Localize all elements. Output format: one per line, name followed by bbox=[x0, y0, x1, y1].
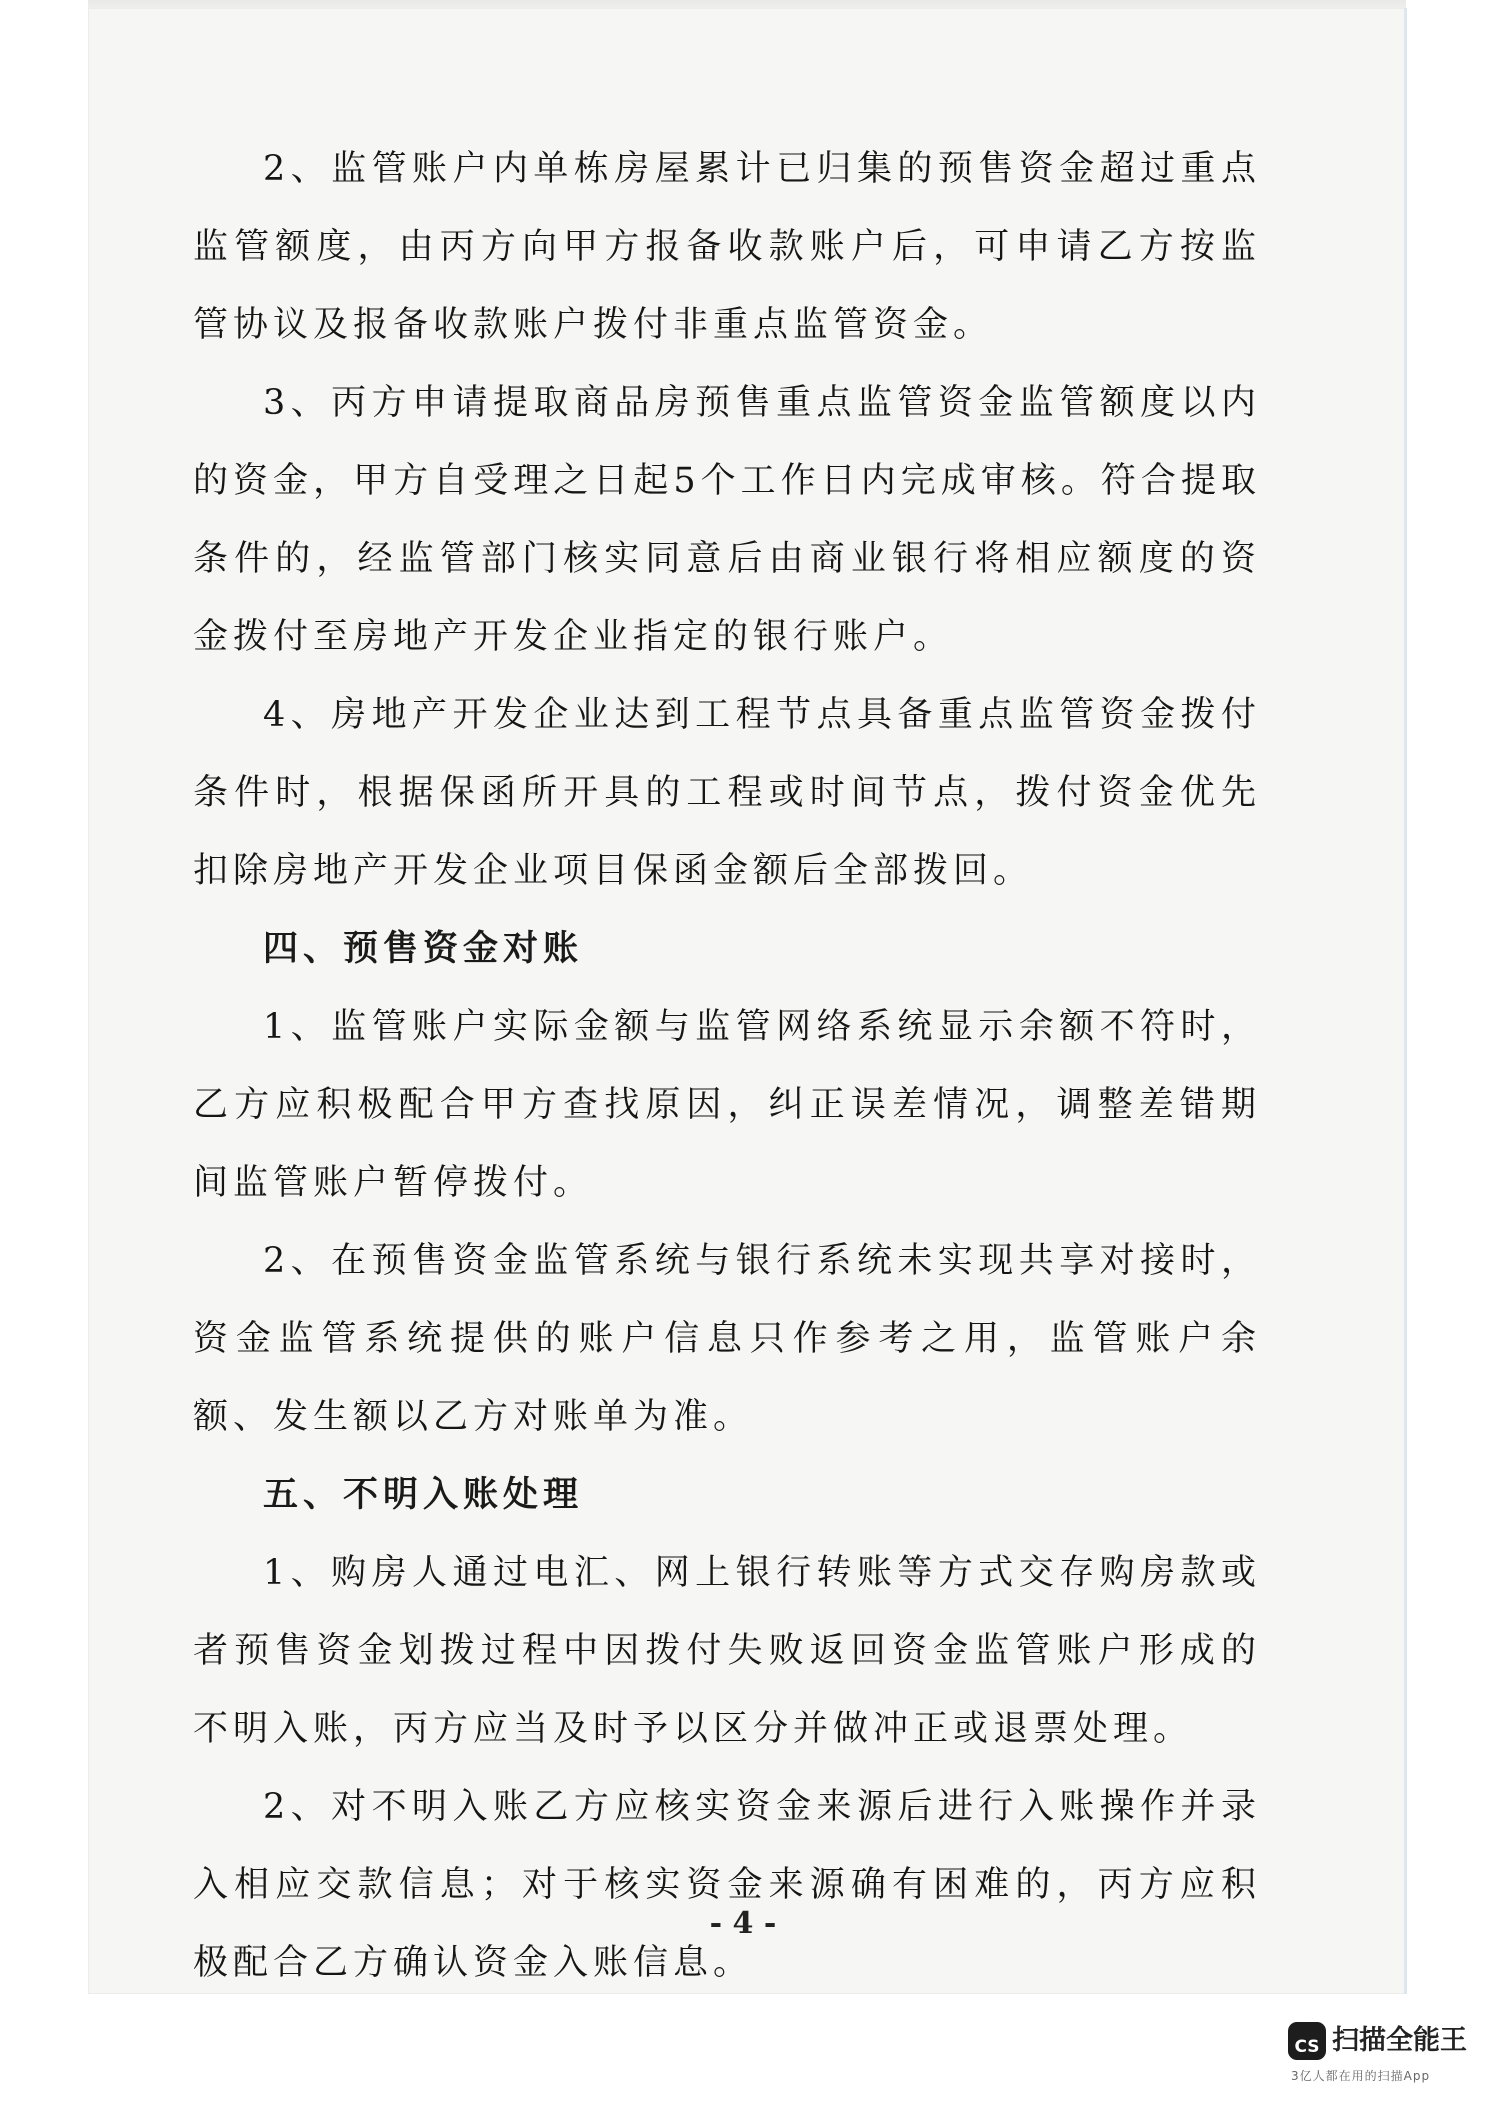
paragraph-item-3: 3、丙方申请提取商品房预售重点监管资金监管额度以内的资金，甲方自受理之日起5个工作日内完成审核。符合提取条件的，经监管部门核实同意后由商业银行将相应额度的资金拨付至房地产开发企业指定的银行账户。 bbox=[193, 383, 1261, 657]
reconciliation-paragraph-2: 2、在预售资金监管系统与银行系统未实现共享对接时，资金监管系统提供的账户信息只作参考之用，监管账户余额、发生额以乙方对账单为准。 bbox=[193, 1241, 1261, 1437]
page-number: - 4 - bbox=[709, 1906, 777, 1941]
reconciliation-paragraph-1: 1、监管账户实际金额与监管网络系统显示余额不符时，乙方应积极配合甲方查找原因，纠正误差情况，调整差错期间监管账户暂停拨付。 bbox=[193, 1007, 1261, 1203]
watermark-subtitle: 3亿人都在用的扫描App bbox=[1291, 2069, 1431, 2083]
paragraph-item-4: 4、房地产开发企业达到工程节点具备重点监管资金拨付条件时，根据保函所开具的工程或时间节点，拨付资金优先扣除房地产开发企业项目保函金额后全部拨回。 bbox=[193, 695, 1261, 891]
unknown-entry-paragraph-1: 1、购房人通过电汇、网上银行转账等方式交存购房款或者预售资金划拨过程中因拨付失败返回资金监管账户形成的不明入账，丙方应当及时予以区分并做冲正或退票处理。 bbox=[193, 1553, 1261, 1749]
paragraph-item-2: 2、监管账户内单栋房屋累计已归集的预售资金超过重点监管额度，由丙方向甲方报备收款账户后，可申请乙方按监管协议及报备收款账户拨付非重点监管资金。 bbox=[193, 149, 1261, 345]
camscanner-logo-icon bbox=[1288, 2022, 1326, 2060]
section-heading-reconciliation: 四、预售资金对账 bbox=[263, 929, 584, 969]
camscanner-logo-text: CS bbox=[1294, 2037, 1320, 2057]
watermark-title: 扫描全能王 bbox=[1332, 2025, 1467, 2056]
scanner-watermark bbox=[1288, 2016, 1468, 2092]
scan-right-edge bbox=[1404, 8, 1407, 1994]
section-heading-unknown-entry: 五、不明入账处理 bbox=[263, 1475, 584, 1515]
document-body bbox=[193, 130, 1261, 2002]
unknown-entry-paragraph-2: 2、对不明入账乙方应核实资金来源后进行入账操作并录入相应交款信息；对于核实资金来源确有困难的，丙方应积极配合乙方确认资金入账信息。 bbox=[193, 1787, 1261, 1983]
